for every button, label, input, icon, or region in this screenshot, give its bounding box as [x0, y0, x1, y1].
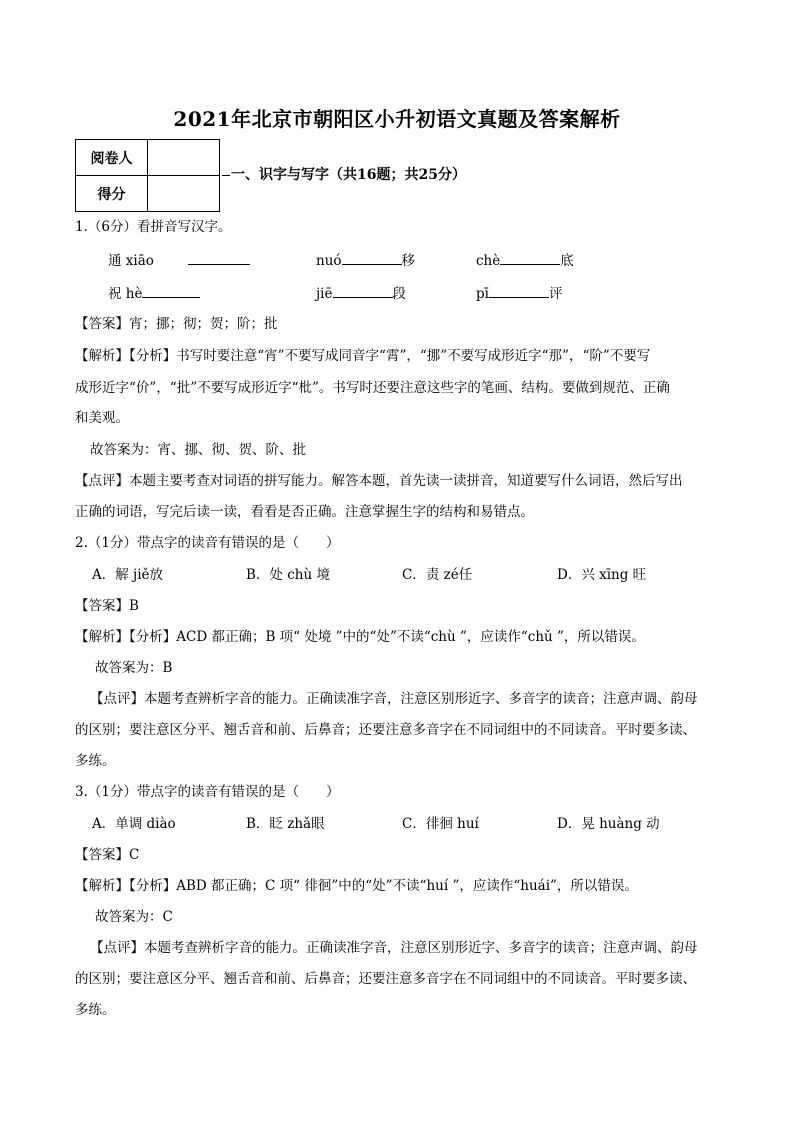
q3-comment-line-1: 【点评】本题考查辨析字音的能力。正确读准字音，注意区别形近字、多音字的读音；注意声调、韵母	[90, 940, 698, 956]
q1-comment-line-2: 正确的词语，写完后读一读，看看是否正确。注意掌握生字的结构和易错点。	[75, 504, 534, 520]
q1-item-1-pinyin: 通 xiāo	[108, 253, 154, 269]
heading-dash	[222, 175, 230, 176]
score-label: 得分	[76, 176, 148, 212]
q3-final-answer: 故答案为：C	[95, 909, 173, 925]
q2-comment-line-3: 多练。	[75, 753, 116, 769]
q3-comment-line-3: 多练。	[75, 1002, 116, 1018]
q3-option-c: C．徘徊 huí	[402, 816, 479, 832]
q1-item-6-pinyin: pī	[476, 286, 489, 302]
reviewer-cell	[148, 140, 220, 176]
q2-final-answer: 故答案为：B	[95, 660, 173, 676]
q3-analysis: 【解析】【分析】ABD 都正确；C 项“ 徘徊”中的“处”不读“huí ”，应读作“huái”，所以错误。	[75, 878, 638, 894]
reviewer-label: 阅卷人	[76, 140, 148, 176]
score-cell	[148, 176, 220, 212]
q3-answer: 【答案】C	[75, 847, 140, 863]
q1-analysis-line-1: 【解析】【分析】书写时要注意“宵”不要写成同音字“霄”，“挪”不要写成形近字“那”，“阶”不要写	[75, 348, 651, 364]
q3-stem: 3.（1分）带点字的读音有错误的是（ ）	[75, 784, 340, 800]
q1-final-answer: 故答案为：宵、挪、彻、贺、阶、批	[90, 442, 306, 458]
q1-comment-line-1: 【点评】本题主要考查对词语的拼写能力。解答本题，首先读一读拼音，知道要写什么词语，然后写出	[75, 473, 683, 489]
q3-option-b: B．眨 zhǎ眼	[246, 816, 325, 832]
q1-stem: 1.（6分）看拼音写汉字。	[75, 219, 232, 235]
q3-comment-line-2: 的区别；要注意区分平、翘舌音和前、后鼻音；还要注意多音字在不同词组中的不同读音。平时要多读、	[75, 971, 696, 987]
q2-analysis: 【解析】【分析】ACD 都正确；B 项“ 处境 ”中的“处”不读“chù ”，应读作“chǔ ”，所以错误。	[75, 629, 645, 645]
answer-blank	[333, 283, 393, 298]
q2-comment-line-1: 【点评】本题考查辨析字音的能力。正确读准字音，注意区别形近字、多音字的读音；注意声调、韵母	[90, 691, 698, 707]
q2-answer: 【答案】B	[75, 598, 139, 614]
q1-analysis-line-2: 成形近字“价”，“批”不要写成形近字“枇”。书写时还要注意这些字的笔画、结构。要做到规范、正确	[75, 380, 670, 396]
q2-option-b: B．处 chù 境	[246, 567, 330, 583]
q1-item-3-pinyin: chè	[476, 253, 501, 269]
q1-item-5-pinyin: jiē	[316, 286, 333, 302]
q3-option-a: A．单调 diào	[92, 816, 176, 832]
q1-item-2-char: 移	[401, 253, 416, 269]
answer-blank	[188, 250, 250, 265]
q1-item-6-char: 评	[548, 286, 563, 302]
q1-item-3-char: 底	[560, 253, 574, 269]
answer-blank	[142, 283, 200, 298]
q2-comment-line-2: 的区别；要注意区分平、翘舌音和前、后鼻音；还要注意多音字在不同词组中的不同读音。平时要多读、	[75, 722, 696, 738]
q1-item-5	[316, 283, 406, 304]
q1-item-4	[108, 283, 200, 304]
answer-blank	[500, 250, 560, 265]
section-heading-text: 一、识字与写字（共16题；共25分）	[231, 167, 466, 183]
q2-option-c: C．责 zé任	[402, 567, 473, 583]
q2-option-a: A．解 jiě放	[92, 567, 164, 583]
q1-item-4-pinyin: 祝 hè	[108, 286, 143, 302]
q1-item-2	[316, 250, 415, 271]
q1-item-2-pinyin: nuó	[316, 253, 342, 269]
q3-option-d: D．晃 huàng 动	[557, 816, 660, 832]
answer-blank	[489, 283, 549, 298]
score-table	[75, 139, 220, 212]
q1-item-3	[476, 250, 574, 271]
section-heading	[222, 164, 466, 184]
q1-analysis-line-3: 和美观。	[75, 410, 129, 426]
q2-option-d: D．兴 xīng 旺	[557, 567, 647, 583]
q1-item-6	[476, 283, 562, 304]
q2-stem: 2.（1分）带点字的读音有错误的是（ ）	[75, 535, 340, 551]
q1-item-1	[108, 250, 250, 271]
q1-answer: 【答案】宵；挪；彻；贺；阶；批	[75, 316, 278, 332]
page-title: 2021年北京市朝阳区小升初语文真题及答案解析	[173, 107, 621, 131]
q1-item-5-char: 段	[392, 286, 406, 302]
answer-blank	[342, 250, 402, 265]
